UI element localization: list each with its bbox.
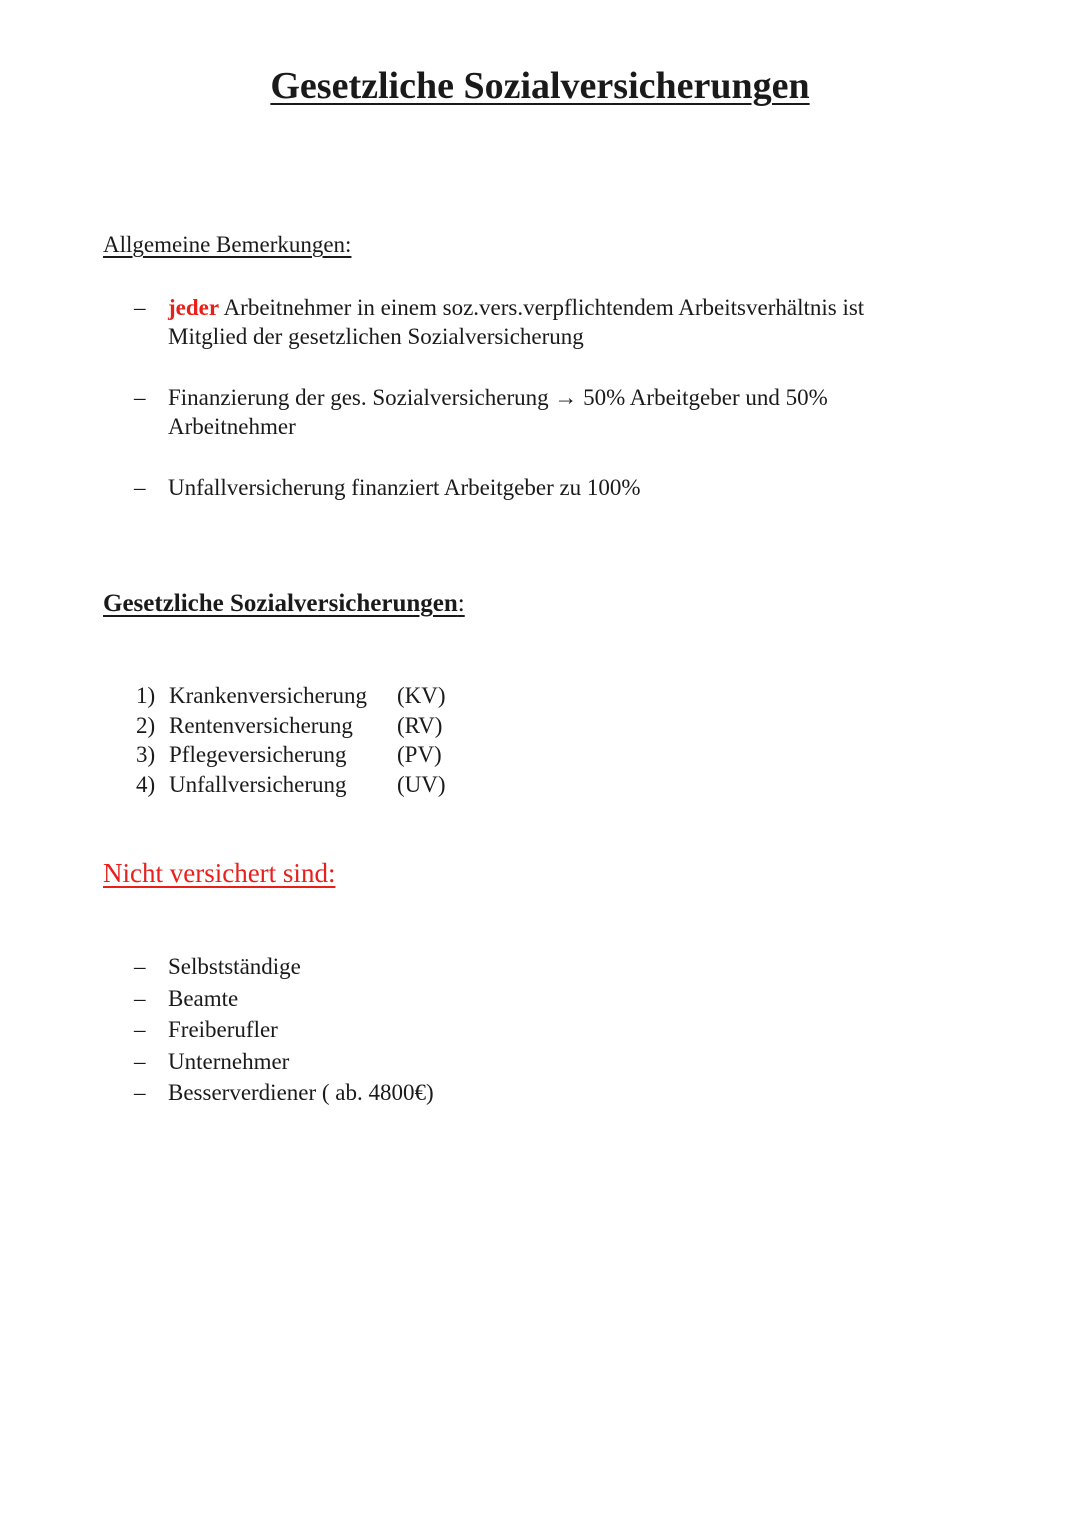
page-title: Gesetzliche Sozialversicherungen <box>270 65 810 107</box>
section-heading-text: Gesetzliche Sozialversicherungen <box>103 590 458 617</box>
list-item-continuation: Arbeitnehmer <box>168 414 296 439</box>
dash-bullet-icon: – <box>134 954 146 979</box>
section-heading-gesetzliche-sozialversicherungen <box>103 590 465 618</box>
dash-bullet-icon: – <box>134 985 146 1011</box>
dash-bullet-icon: – <box>134 385 146 410</box>
insurance-abbr: (PV) <box>397 742 442 767</box>
list-number: 3) <box>136 742 156 767</box>
emphasis-text: jeder <box>168 295 220 320</box>
list-item-text: Besserverdiener ( ab. 4800€) <box>168 1080 434 1105</box>
list-item <box>134 383 828 412</box>
list-item <box>134 983 434 1015</box>
bullet-text: Finanzierung der ges. Sozialversicherung → 50% Arbeitgeber und 50% <box>168 385 828 410</box>
dash-bullet-icon: – <box>134 1048 146 1074</box>
section-heading-allgemeine-bemerkungen: Allgemeine Bemerkungen: <box>103 232 352 257</box>
dash-bullet-icon: – <box>134 295 146 320</box>
dash-bullet-icon: – <box>134 1080 146 1105</box>
list-item <box>136 681 446 711</box>
insurance-name: Unfallversicherung <box>169 771 347 797</box>
section-heading-colon: : <box>457 590 465 617</box>
list-item <box>136 740 446 770</box>
list-number: 4) <box>136 771 156 797</box>
insurance-abbr: (UV) <box>397 771 446 797</box>
list-number: 1) <box>136 683 156 708</box>
insurance-name: Rentenversicherung <box>169 712 353 738</box>
insurance-name: Krankenversicherung <box>169 683 367 708</box>
list-item <box>134 1077 434 1109</box>
insurance-name: Pflegeversicherung <box>169 742 347 767</box>
dash-bullet-icon: – <box>134 1017 146 1042</box>
insurance-abbr: (RV) <box>397 712 443 738</box>
list-item-text: Freiberufler <box>168 1017 278 1042</box>
bullet-text: Unfallversicherung finanziert Arbeitgeber zu 100% <box>168 475 641 500</box>
list-item-continuation: Mitglied der gesetzlichen Sozialversicherung <box>168 324 584 349</box>
bullet-list-item <box>134 293 865 351</box>
list-item-text: Selbstständige <box>168 954 301 979</box>
dash-bullet-icon: – <box>134 475 146 500</box>
list-item <box>134 1014 434 1046</box>
list-item-text: Unternehmer <box>168 1048 290 1074</box>
list-number: 2) <box>136 712 156 738</box>
section-heading-nicht-versichert: Nicht versichert sind: <box>103 858 336 888</box>
list-item <box>134 473 641 502</box>
bullet-text: Arbeitnehmer in einem soz.vers.verpflichtendem Arbeitsverhältnis ist <box>219 295 865 320</box>
bullet-list-item <box>134 383 828 441</box>
insurance-abbr: (KV) <box>397 683 446 708</box>
not-insured-list <box>134 951 434 1109</box>
bullet-list-item <box>134 473 641 502</box>
list-item <box>134 293 865 322</box>
list-item <box>134 951 434 983</box>
list-item <box>134 1046 434 1078</box>
insurance-list <box>136 681 446 799</box>
list-item <box>136 770 446 800</box>
list-item <box>136 711 446 741</box>
list-item-text: Beamte <box>168 985 239 1011</box>
